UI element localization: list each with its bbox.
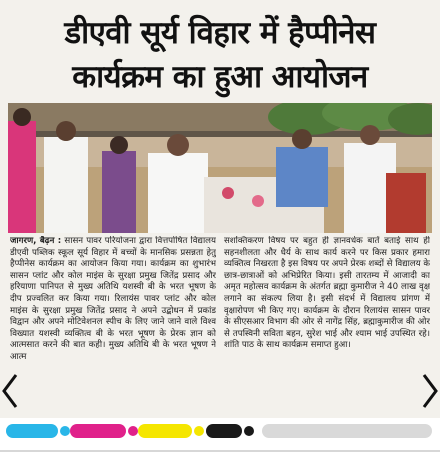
headline-line-2: कार्यक्रम का हुआ आयोजन xyxy=(72,59,368,95)
cyan-registration-bar xyxy=(6,424,58,438)
black-registration-dot xyxy=(244,426,254,436)
yellow-registration-dot xyxy=(194,426,204,436)
article-column-2 xyxy=(224,236,430,416)
article-column-1 xyxy=(10,236,216,416)
magenta-registration-bar xyxy=(70,424,126,438)
article-column-2-text: सशक्तिकरण विषय पर बहुत ही ज्ञानवर्धक बातें बताई साथ ही सहनशीलता और धैर्य के साथ कार्य करने पर किस प्रकार हमारा व्यक्तित्व निखरता है इस विषय पर अपने प्रेरक शब्दों से विद्यालय के छात्र-छात्राओं को अभिप्रेरित किया। इसी तारतम्य में आजादी का अमृत महोत्सव कार्यक्रम के अंतर्गत ब्रह्मा कुमारीज ने 40 लाख वृक्ष लगाने का संकल्प लिया है। इसी संदर्भ में विद्यालय प्रांगण में वृक्षारोपण भी किए गए। कार्यक्रम के दौरान रिलायंस सासन पावर के सीएसआर विभाग की ओर से नागेंद्र सिंह, ब्रह्माकुमारीज की ओर से तपस्विनी सविता बहन, सुरेश भाई और श्याम भाई उपस्थित रहे। शांति पाठ के साथ कार्यक्रम समाप्त हुआ। xyxy=(224,236,430,351)
event-photo xyxy=(8,103,432,233)
article-body xyxy=(10,236,430,416)
headline-line-1: डीएवी सूर्य विहार में हैप्पीनेस xyxy=(64,15,376,51)
yellow-registration-bar xyxy=(138,424,192,438)
event-photo-illustration xyxy=(8,103,432,233)
magenta-registration-dot xyxy=(128,426,138,436)
chevron-left-icon xyxy=(2,373,18,409)
chevron-right-icon xyxy=(422,373,438,409)
print-registration-strip xyxy=(0,420,440,452)
next-page-button[interactable] xyxy=(420,368,440,414)
black-registration-bar xyxy=(206,424,242,438)
cyan-registration-dot xyxy=(60,426,70,436)
article-column-1-text: सासन पावर परियोजना द्वारा वित्तपोषित विद्यालय डीएवी पब्लिक स्कूल सूर्य विहार में बच्चों के मानसिक प्रसन्नता हेतु हैप्पीनेस कार्यक्रम का आयोजन किया गया। कार्यक्रम का शुभारंभ सासन प्लांट और कोल माइंस के सुरक्षा प्रमुख जितेंद्र प्रसाद और हरियाणा पानिपत से मुख्य अतिथि यशस्वी बी के भरत भूषण के दीप प्रज्वलित कर किया गया। रिलायंस पावर प्लांट और कोल माइंस के सुरक्षा प्रमुख जितेंद्र प्रसाद ने अपने उद्बोधन में प्रकांड विद्वान और अपने मोटिवेशनल स्पीच के लिए जाने जाने वाले विश्व विख्यात यशस्वी व्यक्तित्व बी के भरत भूषण के प्रेरक ज्ञान को आत्मसात करने की बात कही। मुख्य अतिथि बी के भरत भूषण ने आत्म xyxy=(10,236,216,362)
gray-registration-bar xyxy=(262,424,432,438)
dateline: जागरण, बैढ़न : xyxy=(10,236,62,246)
prev-page-button[interactable] xyxy=(0,368,20,414)
